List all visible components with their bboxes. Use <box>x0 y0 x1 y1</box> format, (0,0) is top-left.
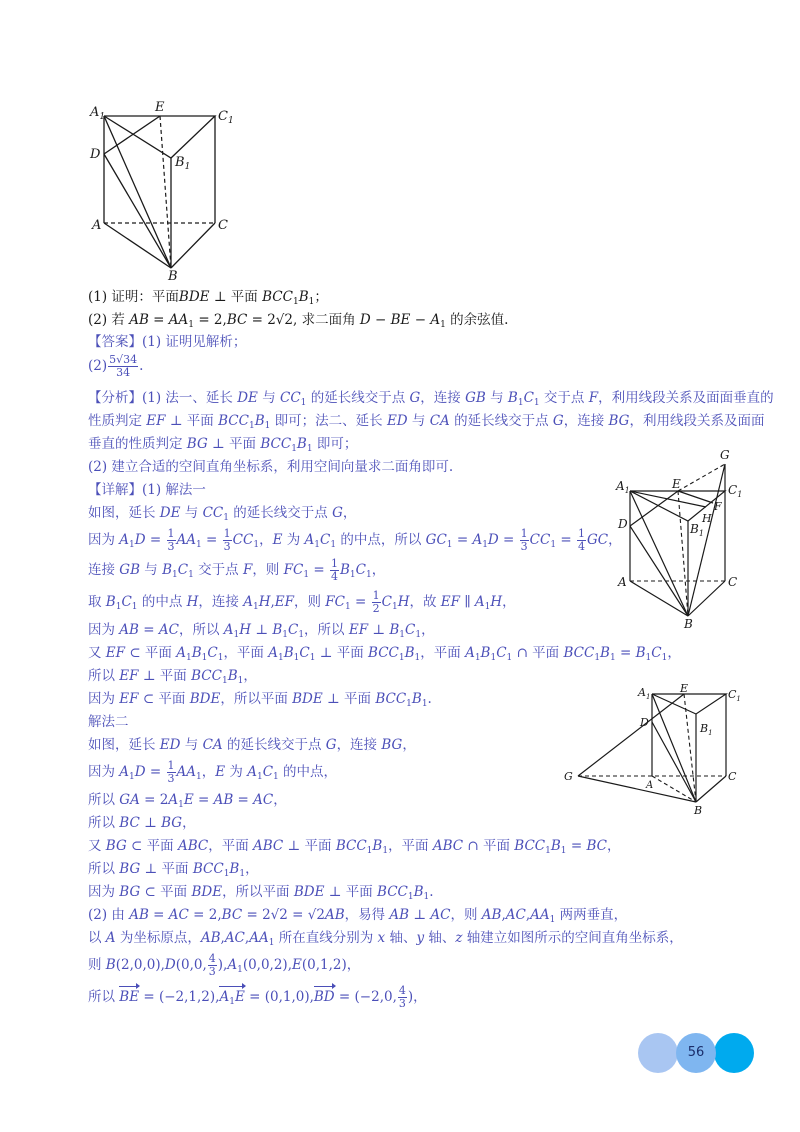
part2-line-3: 则 B(2,0,0),D(0,0, $\frac{4}{3}$ )$,A_1(0,0,2),E(0,1,2)$， <box>88 952 361 978</box>
fig2-label-H: H <box>702 512 712 525</box>
figure-prism-2 <box>612 446 772 636</box>
analysis-line-2: 性质判定 EF ⊥ 平面 $BCC_1B_1$ 即可；法二、延长 ED 与 CA 的延长线交于点 G，连接 BG，利用线段关系及面面 <box>88 413 765 431</box>
method1-line-3: 连接 GB 与 $B_1C_1$ 交于点 F，则 $FC_1$ = $\frac{1}{4}$ $B_1C_1$， <box>88 557 386 583</box>
fig2-label-C: C <box>728 575 738 589</box>
fig3-label-D: D <box>640 716 649 729</box>
method1-line-7: 所以 EF ⊥ 平面 $BCC_1B_1$， <box>88 668 257 686</box>
method1-line-5: 因为 AB = AC，所以 $A_1H$ ⊥ $B_1C_1$，所以 EF ⊥ $B_1C_1$， <box>88 622 435 640</box>
fig3-label-B1: $B_1$ <box>700 722 713 737</box>
fig2-label-E: E <box>672 477 681 491</box>
method1-line-2: 因为 $A_1D$ = $\frac{1}{3}$ $AA_1$ = $\frac{1}{3}$ $CC_1$，E 为 $A_1C_1$ 的中点，所以 $GC_1 = A_1D$ = $\frac{1}{3}$ $CC_1$ = $\frac{1}{4}$ GC， <box>88 527 622 553</box>
part2-line-2: 以 A 为坐标原点，$AB,AC,AA_1$ 所在直线分别为 x 轴、y 轴、z 轴建立如图所示的空间直角坐标系， <box>88 930 683 948</box>
fig3-label-E: E <box>680 684 689 695</box>
fig1-label-A: A <box>92 218 102 233</box>
fig1-label-B: B <box>168 269 178 281</box>
fig1-label-D: D <box>90 147 101 162</box>
fig2-label-G: G <box>720 448 730 462</box>
fig1-label-C: C <box>218 218 228 233</box>
fig1-label-A1: $A_1$ <box>90 105 106 122</box>
method1-line-4: 取 $B_1C_1$ 的中点 H，连接 $A_1H,EF$，则 $FC_1$ = $\frac{1}{2}$ $C_1H$，故 EF ∥ $A_1H$， <box>88 589 516 615</box>
method1-line-1: 如图，延长 DE 与 $CC_1$ 的延长线交于点 G， <box>88 505 357 523</box>
fig3-label-C1: $C_1$ <box>728 688 741 703</box>
analysis-line-4: (2) 建立合适的空间直角坐标系，利用空间向量求二面角即可. <box>88 459 454 475</box>
fig3-label-G: G <box>564 770 573 783</box>
answer-line-1: 【答案】(1) 证明见解析； <box>88 334 247 350</box>
fig1-label-E: E <box>155 100 165 115</box>
detail-heading: 【详解】(1) 解法一 <box>88 482 206 498</box>
fig3-label-A: A <box>646 780 654 791</box>
method2-heading: 解法二 <box>88 714 129 730</box>
figure-prism-3 <box>560 684 760 816</box>
fig2-label-B1: $B_1$ <box>690 522 704 538</box>
page-badge-circle-left <box>638 1033 678 1073</box>
page-badge-circle-right <box>714 1033 754 1073</box>
fig2-label-F: F <box>714 500 722 513</box>
page-number: 56 <box>676 1033 716 1073</box>
analysis-line-3: 垂直的性质判定 BG ⊥ 平面 $BCC_1B_1$ 即可； <box>88 436 358 454</box>
method2-line-5: 又 BG ⊂ 平面 ABC，平面 ABC ⊥ 平面 $BCC_1B_1$，平面 ABC ∩ 平面 $BCC_1B_1$ = BC， <box>88 838 621 856</box>
part2-line-4: 所以 BE = $(-2,1,2),A_1E = (0,1,0),BD = (-2,0$, $\frac{4}{3}$ )， <box>88 984 427 1010</box>
fig2-label-C1: $C_1$ <box>728 483 743 499</box>
analysis-line-1: 【分析】(1) 法一、延长 DE 与 $CC_1$ 的延长线交于点 G，连接 GB 与 $B_1C_1$ 交于点 F，利用线段关系及面面垂直的 <box>88 390 774 408</box>
fig1-label-C1: $C_1$ <box>218 109 234 126</box>
method2-line-1: 如图，延长 ED 与 CA 的延长线交于点 G，连接 BG， <box>88 737 416 753</box>
answer-line-2: (2) $\frac{5√34}{34}$ . <box>88 353 144 379</box>
method2-line-6: 所以 BG ⊥ 平面 $BCC_1B_1$， <box>88 861 259 879</box>
fig2-label-D: D <box>618 517 628 531</box>
method1-line-6: 又 EF ⊂ 平面 $A_1B_1C_1$，平面 $A_1B_1C_1$ ⊥ 平面 $BCC_1B_1$，平面 $A_1B_1C_1$ ∩ 平面 $BCC_1B_1 = B_1C_1$， <box>88 645 681 663</box>
method2-line-2: 因为 $A_1D$ = $\frac{1}{3}$ $AA_1$，E 为 $A_1C_1$ 的中点， <box>88 759 338 785</box>
method1-line-8: 因为 EF ⊂ 平面 BDE，所以平面 BDE ⊥ 平面 $BCC_1B_1$. <box>88 691 432 709</box>
question-part-2: (2) 若 AB = $AA_1 = 2,BC = 2√2$, 求二面角 D − BE − $A_1$ 的余弦值. <box>88 312 509 330</box>
fig3-label-A1: $A_1$ <box>638 686 651 701</box>
fig1-label-B1: $B_1$ <box>175 155 191 172</box>
method2-line-7: 因为 BG ⊂ 平面 BDE，所以平面 BDE ⊥ 平面 $BCC_1B_1$. <box>88 884 434 902</box>
fig2-label-A1: $A_1$ <box>616 479 630 495</box>
method2-line-3: 所以 GA = $2A_1E$ = AB = AC， <box>88 792 287 810</box>
figure-prism-1 <box>82 96 252 281</box>
fig2-label-A: A <box>618 575 627 589</box>
fig2-label-B: B <box>684 617 693 631</box>
fig3-label-B: B <box>694 804 703 816</box>
method2-line-4: 所以 BC ⊥ BG， <box>88 815 196 831</box>
fig3-label-C: C <box>728 770 737 783</box>
part2-line-1: (2) 由 AB = AC = 2,BC = 2√2 = √2AB，易得 AB ⊥ AC，则 $AB,AC,AA_1$ 两两垂直， <box>88 907 628 925</box>
page-number-badge <box>638 1033 758 1073</box>
question-part-1: (1) 证明：平面BDE ⊥ 平面 $BCC_1B_1$； <box>88 289 328 307</box>
